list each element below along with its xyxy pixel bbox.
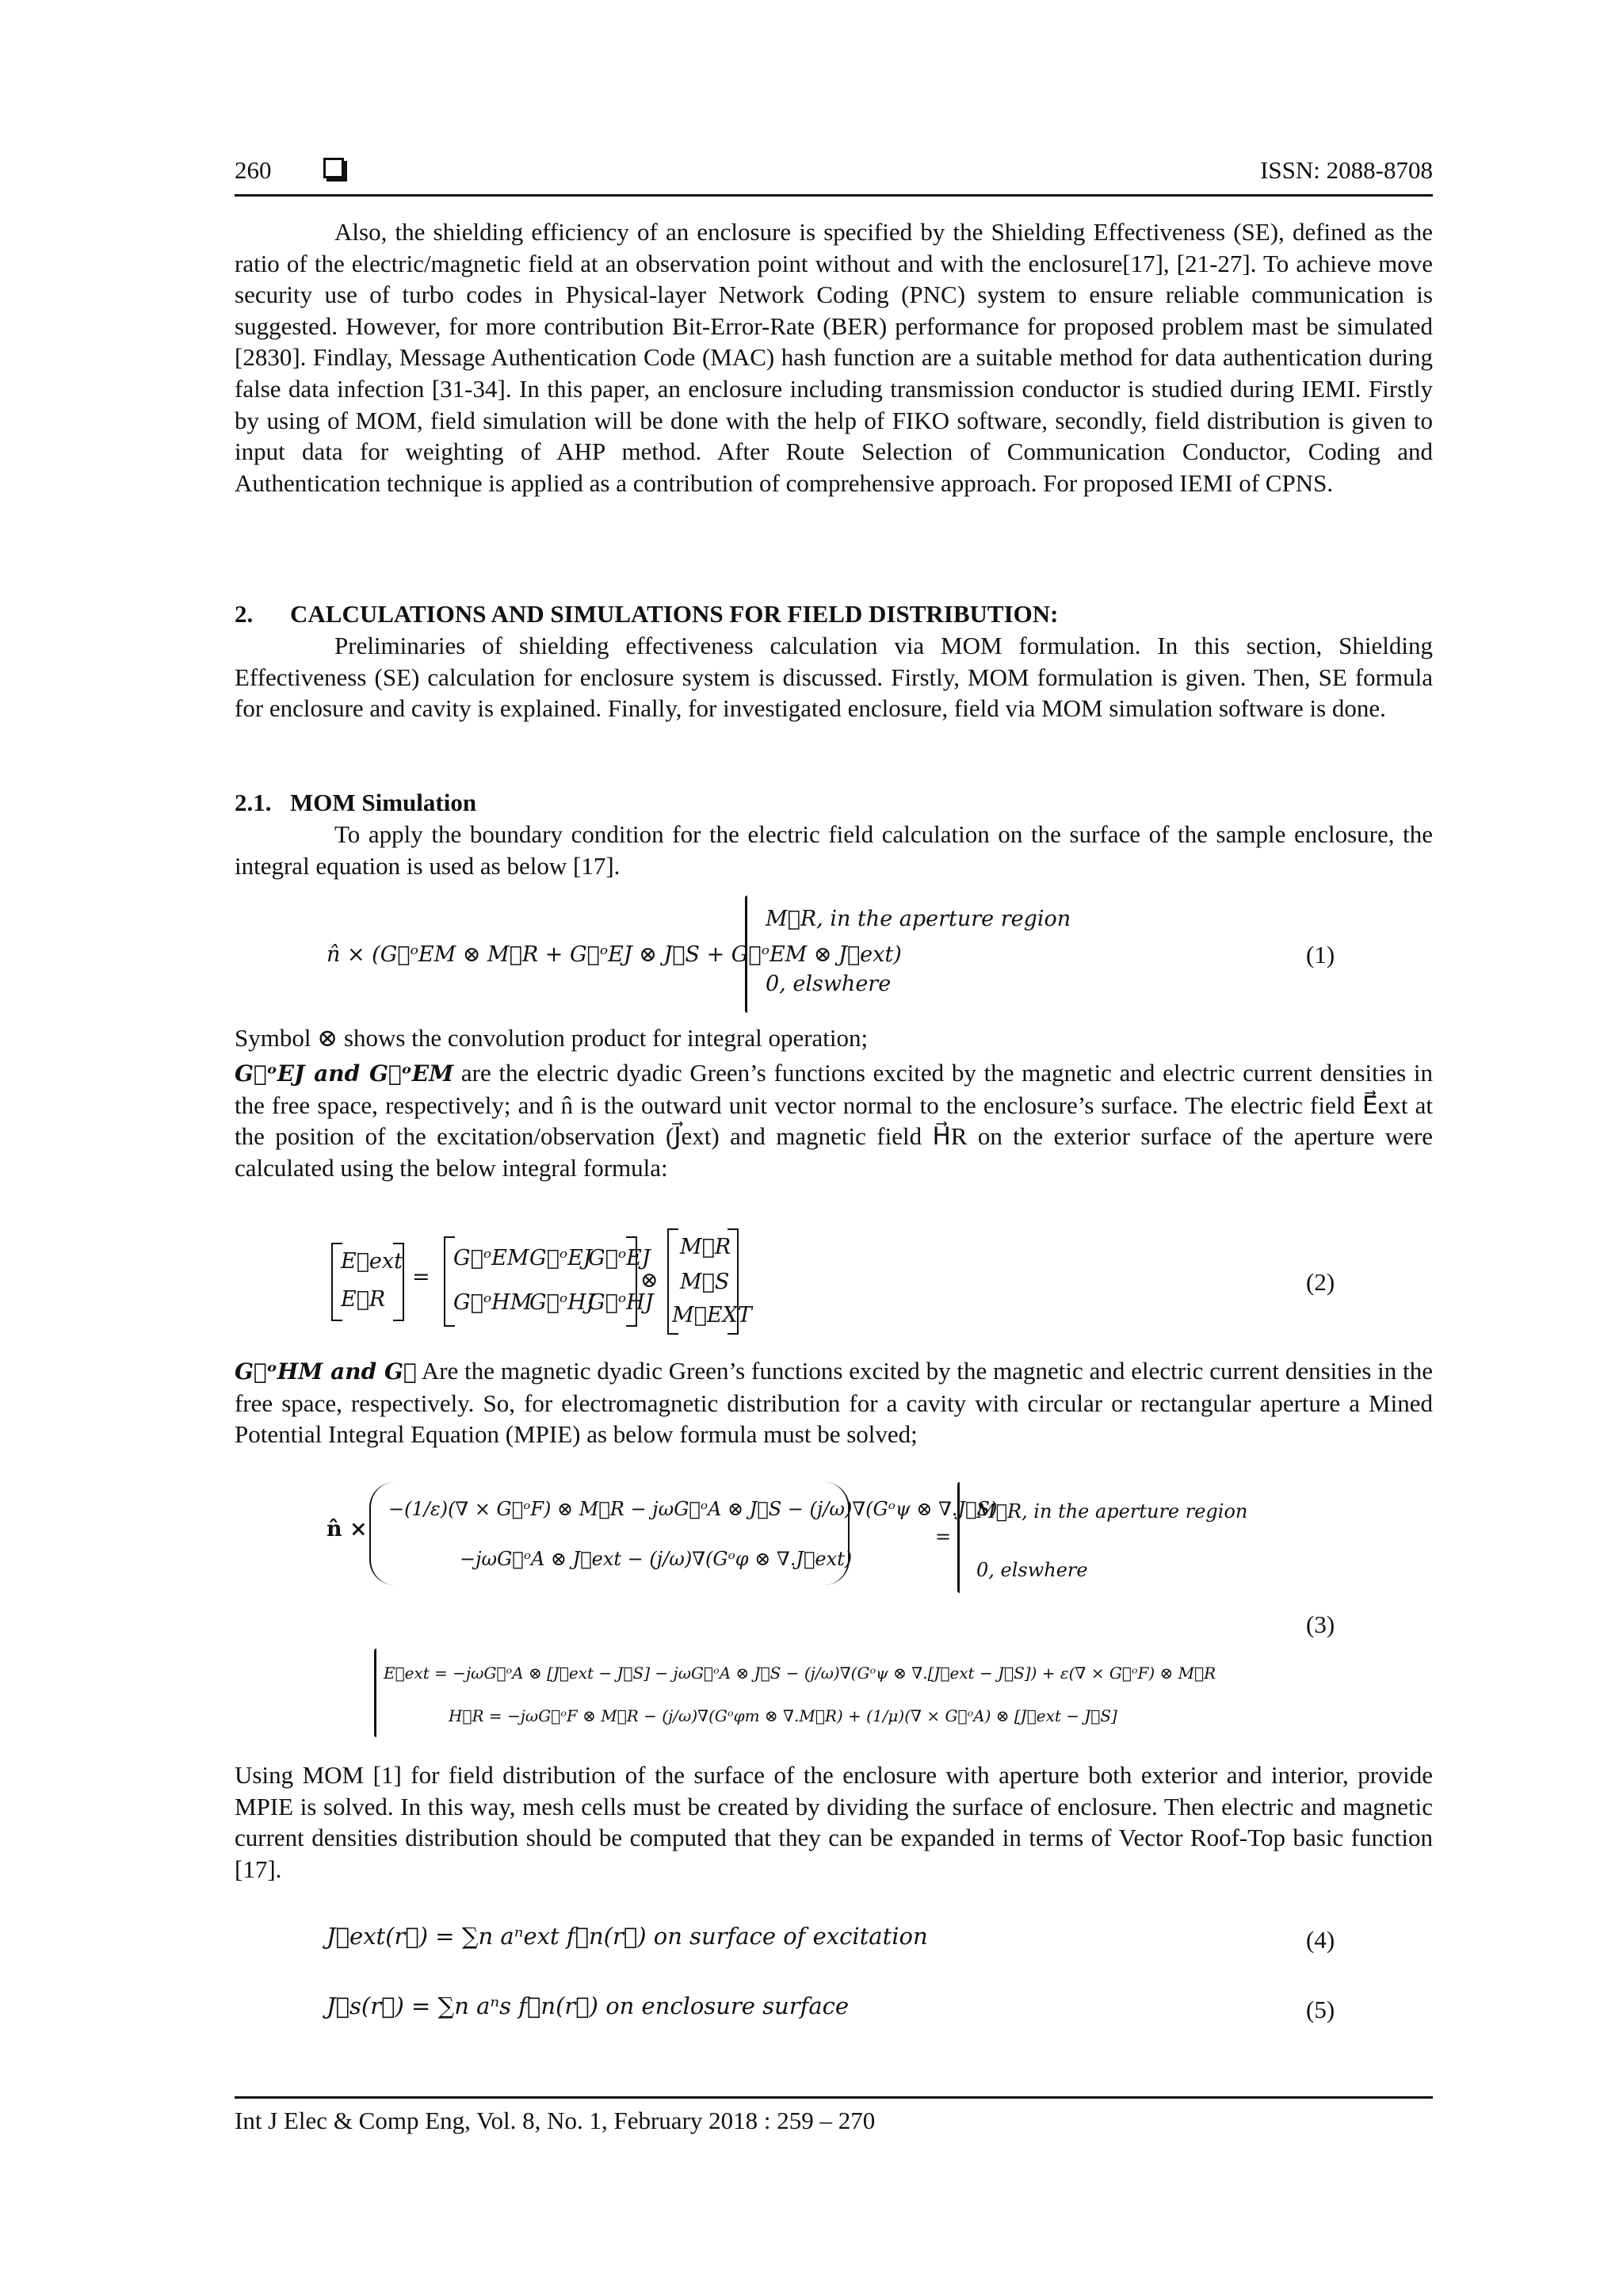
eq2-matrix-bracket-right [626,1236,637,1327]
symbol-line: Symbol ⊗ shows the convolution product for integral operation; [235,1024,869,1052]
intro-paragraph: Also, the shielding efficiency of an enclosure is specified by the Shielding Effectiveness (SE), defined as the ratio of the electric/magnetic field at an observation point without and with the enclosure[17], [21-27]. To achieve move security use of turbo codes in Physical-layer Network Coding (PNC) system to ensure reliable communication is suggested. However, for more contribution Bit-Error-Rate (BER) performance for proposed problem mast be simulated [2830]. Findlay, Message Authentication Code (MAC) hash function are a suitable method for data authentication during false data infection [31-34]. In this paper, an enclosure including transmission conductor is studied during IEMI. Firstly by using of MOM, field simulation will be done with the help of FIKO software, secondly, field distribution is given to input data for weighting of AHP method. After Route Selection of Communication Conductor, Coding and Authentication technique is applied as a contribution of comprehensive approach. For proposed IEMI of CPNS. [235,218,1433,497]
section-title: CALCULATIONS AND SIMULATIONS FOR FIELD DISTRIBUTION: [290,600,1059,628]
eq2-v1: M⃗R [680,1235,731,1259]
eq3-brace [957,1482,960,1593]
eq4-number: (4) [1306,1926,1335,1954]
eq3-paren-right [824,1482,850,1585]
eq5-text: J⃗s(r⃗) = ∑n aⁿs f⃗n(r⃗) on enclosure surface [327,1992,850,2019]
green-paragraph-1 [235,1057,1433,1183]
eq3-line2: −jωG⃡ᵒA ⊗ J⃗ext − (j/ω)∇(Gᵒφ ⊗ ∇.J⃗ext) [460,1548,853,1570]
eq3-line4: H⃗R = −jωG⃡ᵒF ⊗ M⃗R − (j/ω)∇(Gᵒφm ⊗ ∇.M⃗R) + (1/μ)(∇ × G⃡ᵒA) ⊗ [J⃗ext − J⃗S] [449,1706,1117,1725]
eq3-case-1: M⃗R, in the aperture region [976,1500,1248,1522]
eq3-system-brace [374,1648,376,1737]
green-text-1: are the electric dyadic Green’s functions excited by the magnetic and electric current densities in the free space, respectively; and n̂ is the outward unit vector normal to the enclosure’s surface. The electric field E⃗ext at the position of the excitation/observation (J⃗ext) and magnetic field H⃗R on the exterior surface of the aperture were calculated using the below integral formula: [235,1059,1433,1182]
subsection-2-1-heading [235,787,476,819]
green-paragraph-2 [235,1355,1433,1450]
eq1-number: (1) [1306,941,1335,968]
eq2-m11: G⃡ᵒEM [453,1246,529,1270]
eq4-text: J⃗ext(r⃗) = ∑n aⁿext f⃗n(r⃗) on surface of excitation [327,1923,928,1950]
green-lead-2: G⃡ᵒHM and G⃡ [235,1358,417,1385]
eq3-number: (3) [1306,1610,1335,1638]
section-number: 2. [235,600,254,628]
eq2-m23: G⃡ᵒHJ [588,1290,654,1315]
eq2-number: (2) [1306,1268,1335,1296]
eq2-v2: M⃗S [680,1270,730,1294]
eq3-line3: E⃗ext = −jωG⃡ᵒA ⊗ [J⃗ext − J⃗S] − jωG⃡ᵒA ⊗ J⃗S − (j/ω)∇(Gᵒψ ⊗ ∇.[J⃗ext − J⃗S]) + ε(∇ × G⃡ᵒF) ⊗ M⃗R [384,1664,1216,1683]
eq2-otimes: ⊗ [640,1268,659,1293]
page-header [235,155,1433,197]
eq3-nhat: n̂ × [327,1517,368,1541]
eq2-lhs-top: E⃗ext [341,1249,403,1274]
eq2-vector-bracket-right [727,1228,739,1335]
eq2-lhs-bot: E⃗R [341,1287,386,1312]
eq2-m21: G⃡ᵒHM [453,1290,533,1315]
eq2-m13: G⃡ᵒEJ [588,1246,651,1270]
subsection-title: MOM Simulation [290,789,477,816]
eq2-equals: = [412,1265,430,1289]
eq5-number: (5) [1306,1996,1335,2023]
footer-citation: Int J Elec & Comp Eng, Vol. 8, No. 1, February 2018 : 259 – 270 [235,2107,876,2134]
eq1-brace [745,896,747,1013]
eq1-case-2: 0, elswhere [766,972,892,996]
mom-paragraph: Using MOM [1] for field distribution of the surface of the enclosure with aperture both exterior and interior, provide MPIE is solved. In this way, mesh cells must be created by dividing the surface of enclosure. Then electric and magnetic current densities distribution should be computed that they can be expanded in terms of Vector Roof-Top basic function [17]. [235,1761,1433,1883]
eq3-equals: = [935,1526,952,1548]
green-lead-1: G⃡ᵒEJ and G⃡ᵒEM [235,1060,454,1087]
subsection-2-1-paragraph: To apply the boundary condition for the electric field calculation on the surface of the sample enclosure, the integral equation is used as below [17]. [235,820,1433,880]
eq2-v3: M⃗EXT [672,1303,752,1328]
eq2-lhs-bracket-right [393,1243,404,1321]
checkbox-square-icon [323,158,344,178]
page-footer [235,2096,1433,2137]
eq1-lhs: n̂ × (G⃡ᵒEM ⊗ M⃗R + G⃡ᵒEJ ⊗ J⃗S + G⃡ᵒEM ⊗ J⃗ext) [327,942,902,967]
page-number: 260 [235,156,272,184]
eq2-m12: G⃡ᵒEJ [529,1246,592,1270]
section-2-paragraph: Preliminaries of shielding effectiveness calculation via MOM formulation. In this section, Shielding Effectiveness (SE) calculation for enclosure system is discussed. Firstly, MOM formulation is given. Then, SE formula for enclosure and cavity is explained. Finally, for investigated enclosure, field via MOM simulation software is done. [235,632,1433,723]
eq1-case-1: M⃗R, in the aperture region [766,907,1071,931]
eq3-case-2: 0, elswhere [976,1559,1088,1581]
issn-label: ISSN: 2088-8708 [1260,156,1433,184]
green-text-2: Are the magnetic dyadic Green’s functions excited by the magnetic and electric current densities in the free space, respectively. So, for electromagnetic distribution for a cavity with circular or rectangular aperture a Mined Potential Integral Equation (MPIE) as below formula must be solved; [235,1357,1433,1449]
section-2-heading [235,598,1059,630]
eq2-m22: G⃡ᵒHJ [529,1290,595,1315]
subsection-number: 2.1. [235,789,272,816]
eq3-line1: −(1/ε)(∇ × G⃡ᵒF) ⊗ M⃗R − jωG⃡ᵒA ⊗ J⃗S − (j/ω)∇(Gᵒψ ⊗ ∇.J⃗S) [388,1498,998,1520]
